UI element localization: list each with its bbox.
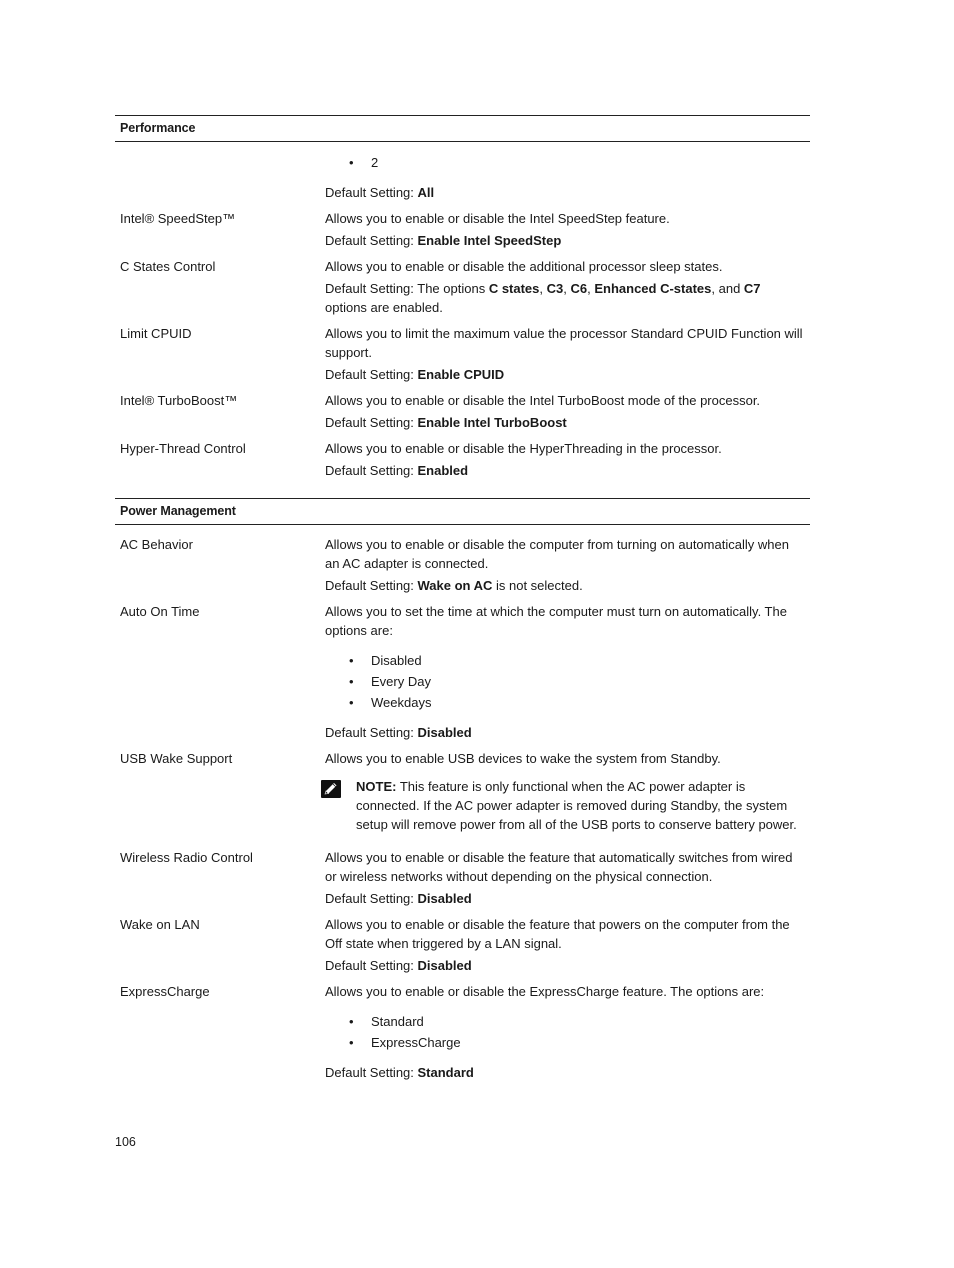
bios-settings-document (115, 115, 810, 1082)
setting-row-performance-continued (115, 152, 810, 202)
setting-description: Allows you to enable or disable the Intel SpeedStep feature. (325, 211, 670, 226)
note-pencil-icon (320, 779, 342, 799)
setting-label: Intel® SpeedStep™ (120, 211, 236, 226)
setting-row-hyper-thread-control (115, 439, 810, 480)
setting-row-limit-cpuid (115, 324, 810, 384)
setting-description: Allows you to limit the maximum value the processor Standard CPUID Function will support. (325, 326, 803, 360)
option-list (325, 1011, 806, 1053)
option-list (325, 650, 806, 713)
setting-row-ac-behavior (115, 535, 810, 595)
setting-label: AC Behavior (120, 537, 193, 552)
page-number: 106 (115, 1135, 136, 1149)
default-setting: Default Setting: Disabled (325, 958, 472, 973)
section-spacer (115, 480, 810, 498)
setting-row-intel-speedstep (115, 209, 810, 250)
setting-row-usb-wake-support (115, 749, 810, 834)
note-box (325, 777, 806, 834)
list-item: • Standard (371, 1011, 806, 1032)
list-item: • Weekdays (371, 692, 806, 713)
section-title: Performance (120, 121, 196, 135)
setting-description: Allows you to enable or disable the feature that powers on the computer from the Off state when triggered by a LAN signal. (325, 917, 790, 951)
setting-description: Allows you to enable USB devices to wake the system from Standby. (325, 751, 721, 766)
setting-row-c-states-control (115, 257, 810, 317)
default-setting: Default Setting: The options C states, C3, C6, Enhanced C-states, and C7 options are enabled. (325, 281, 761, 315)
setting-description: Allows you to set the time at which the computer must turn on automatically. The options are: (325, 604, 787, 638)
list-item: • 2 (371, 152, 806, 173)
setting-row-auto-on-time (115, 602, 810, 742)
setting-row-wireless-radio-control (115, 848, 810, 908)
setting-label: Intel® TurboBoost™ (120, 393, 238, 408)
setting-label: C States Control (120, 259, 216, 274)
default-setting: Default Setting: Enabled (325, 463, 469, 478)
setting-label: Limit CPUID (120, 326, 192, 341)
default-setting: Default Setting: Disabled (325, 891, 472, 906)
setting-label: Wireless Radio Control (120, 850, 253, 865)
setting-row-intel-turboboost (115, 391, 810, 432)
setting-label: Hyper-Thread Control (120, 441, 246, 456)
default-setting: Default Setting: Disabled (325, 725, 472, 740)
section-header-performance (115, 115, 810, 142)
default-setting: Default Setting: Wake on AC is not selected. (325, 578, 583, 593)
list-item: • Every Day (371, 671, 806, 692)
section-title: Power Management (120, 504, 236, 518)
setting-description: Allows you to enable or disable the Intel TurboBoost mode of the processor. (325, 393, 761, 408)
setting-label: Auto On Time (120, 604, 200, 619)
default-setting: Default Setting: All (325, 185, 435, 200)
setting-description: Allows you to enable or disable the HyperThreading in the processor. (325, 441, 722, 456)
setting-description: Allows you to enable or disable the ExpressCharge feature. The options are: (325, 984, 765, 999)
setting-label: Wake on LAN (120, 917, 200, 932)
default-setting: Default Setting: Enable Intel TurboBoost (325, 415, 567, 430)
setting-description: Allows you to enable or disable the feature that automatically switches from wired or wireless networks without depending on the physical connection. (325, 850, 793, 884)
default-setting: Default Setting: Standard (325, 1065, 474, 1080)
option-list (325, 152, 806, 173)
list-item: • ExpressCharge (371, 1032, 806, 1053)
default-setting: Default Setting: Enable Intel SpeedStep (325, 233, 562, 248)
setting-label: USB Wake Support (120, 751, 233, 766)
setting-row-expresscharge (115, 982, 810, 1082)
setting-description: Allows you to enable or disable the additional processor sleep states. (325, 259, 723, 274)
note-text: NOTE: This feature is only functional when the AC power adapter is connected. If the AC power adapter is removed during Standby, the system setup will remove power from all of the USB ports to conserve battery power. (356, 779, 797, 832)
setting-label: ExpressCharge (120, 984, 210, 999)
default-setting: Default Setting: Enable CPUID (325, 367, 505, 382)
setting-description: Allows you to enable or disable the computer from turning on automatically when an AC adapter is connected. (325, 537, 789, 571)
list-item: • Disabled (371, 650, 806, 671)
section-header-power-management (115, 498, 810, 525)
setting-row-wake-on-lan (115, 915, 810, 975)
